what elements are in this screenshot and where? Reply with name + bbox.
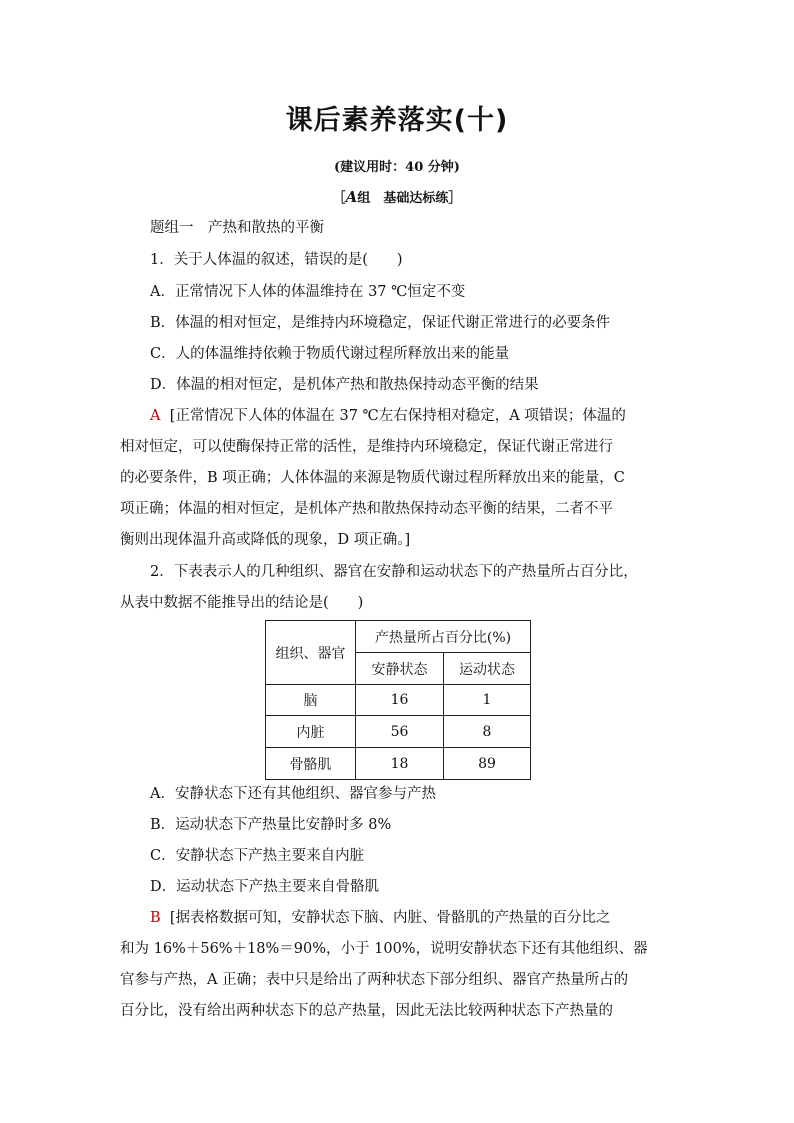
table-header-rest: 安静状态 [356, 653, 444, 685]
q1-explanation-line-3: 的必要条件，B 项正确；人体体温的来源是物质代谢过程所释放出来的能量，C [120, 470, 625, 486]
table-cell-rest: 56 [356, 716, 444, 748]
q1-option-c: C．人的体温维持依赖于物质代谢过程所释放出来的能量 [150, 346, 510, 362]
table-cell-organ: 脑 [266, 685, 356, 716]
suggested-time: (建议用时：40 分钟) [334, 160, 460, 175]
table-header-exercise: 运动状态 [444, 653, 531, 685]
group-label-text: 组 基础达标练 [357, 191, 449, 206]
table-cell-rest: 18 [356, 748, 444, 780]
q2-option-b: B．运动状态下产热量比安静时多 8% [150, 817, 392, 833]
q1-explanation-line-2: 相对恒定，可以使酶保持正常的活性，是维持内环境稳定，保证代谢正常进行 [120, 439, 613, 455]
table-cell-exercise: 1 [444, 685, 531, 716]
table-cell-organ: 骨骼肌 [266, 748, 356, 780]
q1-option-a: A．正常情况下人体的体温维持在 37 ℃恒定不变 [150, 284, 466, 300]
table-row [266, 685, 531, 716]
q1-explanation-line-4: 项正确；体温的相对恒定，是机体产热和散热保持动态平衡的结果，二者不平 [120, 501, 613, 517]
q1-explanation-line-5: 衡则出现体温升高或降低的现象，D 项正确。] [120, 532, 411, 548]
q2-stem-line-1: 2．下表表示人的几种组织、器官在安静和运动状态下的产热量所占百分比， [150, 564, 638, 580]
table-cell-organ: 内脏 [266, 716, 356, 748]
q1-explanation-line-1 [150, 404, 626, 425]
q2-explanation-line-3: 官参与产热，A 正确；表中只是给出了两种状态下部分组织、器官产热量所占的 [120, 972, 629, 988]
table-header-percent: 产热量所占百分比(%) [356, 621, 531, 653]
table-header-organ: 组织、器官 [266, 621, 356, 685]
group-bracket-open: ［ [332, 191, 346, 206]
q1-option-b: B．体温的相对恒定，是维持内环境稳定，保证代谢正常进行的必要条件 [150, 315, 611, 331]
group-badge: A [345, 188, 358, 206]
group-label [0, 187, 794, 206]
table-cell-rest: 16 [356, 685, 444, 716]
q1-stem: 1．关于人体温的叙述，错误的是( ) [150, 252, 403, 268]
q2-explanation-line-2: 和为 16%＋56%＋18%＝90%，小于 100%，说明安静状态下还有其他组织、器 [120, 941, 648, 957]
q2-option-c: C．安静状态下产热主要来自内脏 [150, 848, 365, 864]
group-bracket-close: ］ [448, 191, 462, 206]
q1-answer: A [150, 408, 161, 424]
q2-explanation-line-4: 百分比，没有给出两种状态下的总产热量，因此无法比较两种状态下产热量的 [120, 1003, 613, 1019]
q2-explanation-line-1 [150, 906, 611, 927]
table-header-row [266, 621, 531, 653]
heat-production-table [265, 620, 531, 780]
table-cell-exercise: 89 [444, 748, 531, 780]
q2-stem-line-2: 从表中数据不能推导出的结论是( ) [120, 595, 364, 611]
table-row [266, 716, 531, 748]
q1-option-d: D．体温的相对恒定，是机体产热和散热保持动态平衡的结果 [150, 377, 539, 393]
q2-answer: B [150, 910, 161, 926]
table-row [266, 748, 531, 780]
section-heading: 题组一 产热和散热的平衡 [150, 220, 324, 236]
q2-explanation-text-1: [据表格数据可知，安静状态下脑、内脏、骨骼肌的产热量的百分比之 [169, 910, 611, 926]
table-cell-exercise: 8 [444, 716, 531, 748]
q1-explanation-text-1: [正常情况下人体的体温在 37 ℃左右保持相对稳定，A 项错误；体温的 [169, 408, 626, 424]
q2-option-d: D．运动状态下产热主要来自骨骼肌 [150, 879, 380, 895]
page-title: 课后素养落实(十) [285, 105, 509, 136]
q2-option-a: A．安静状态下还有其他组织、器官参与产热 [150, 786, 436, 802]
